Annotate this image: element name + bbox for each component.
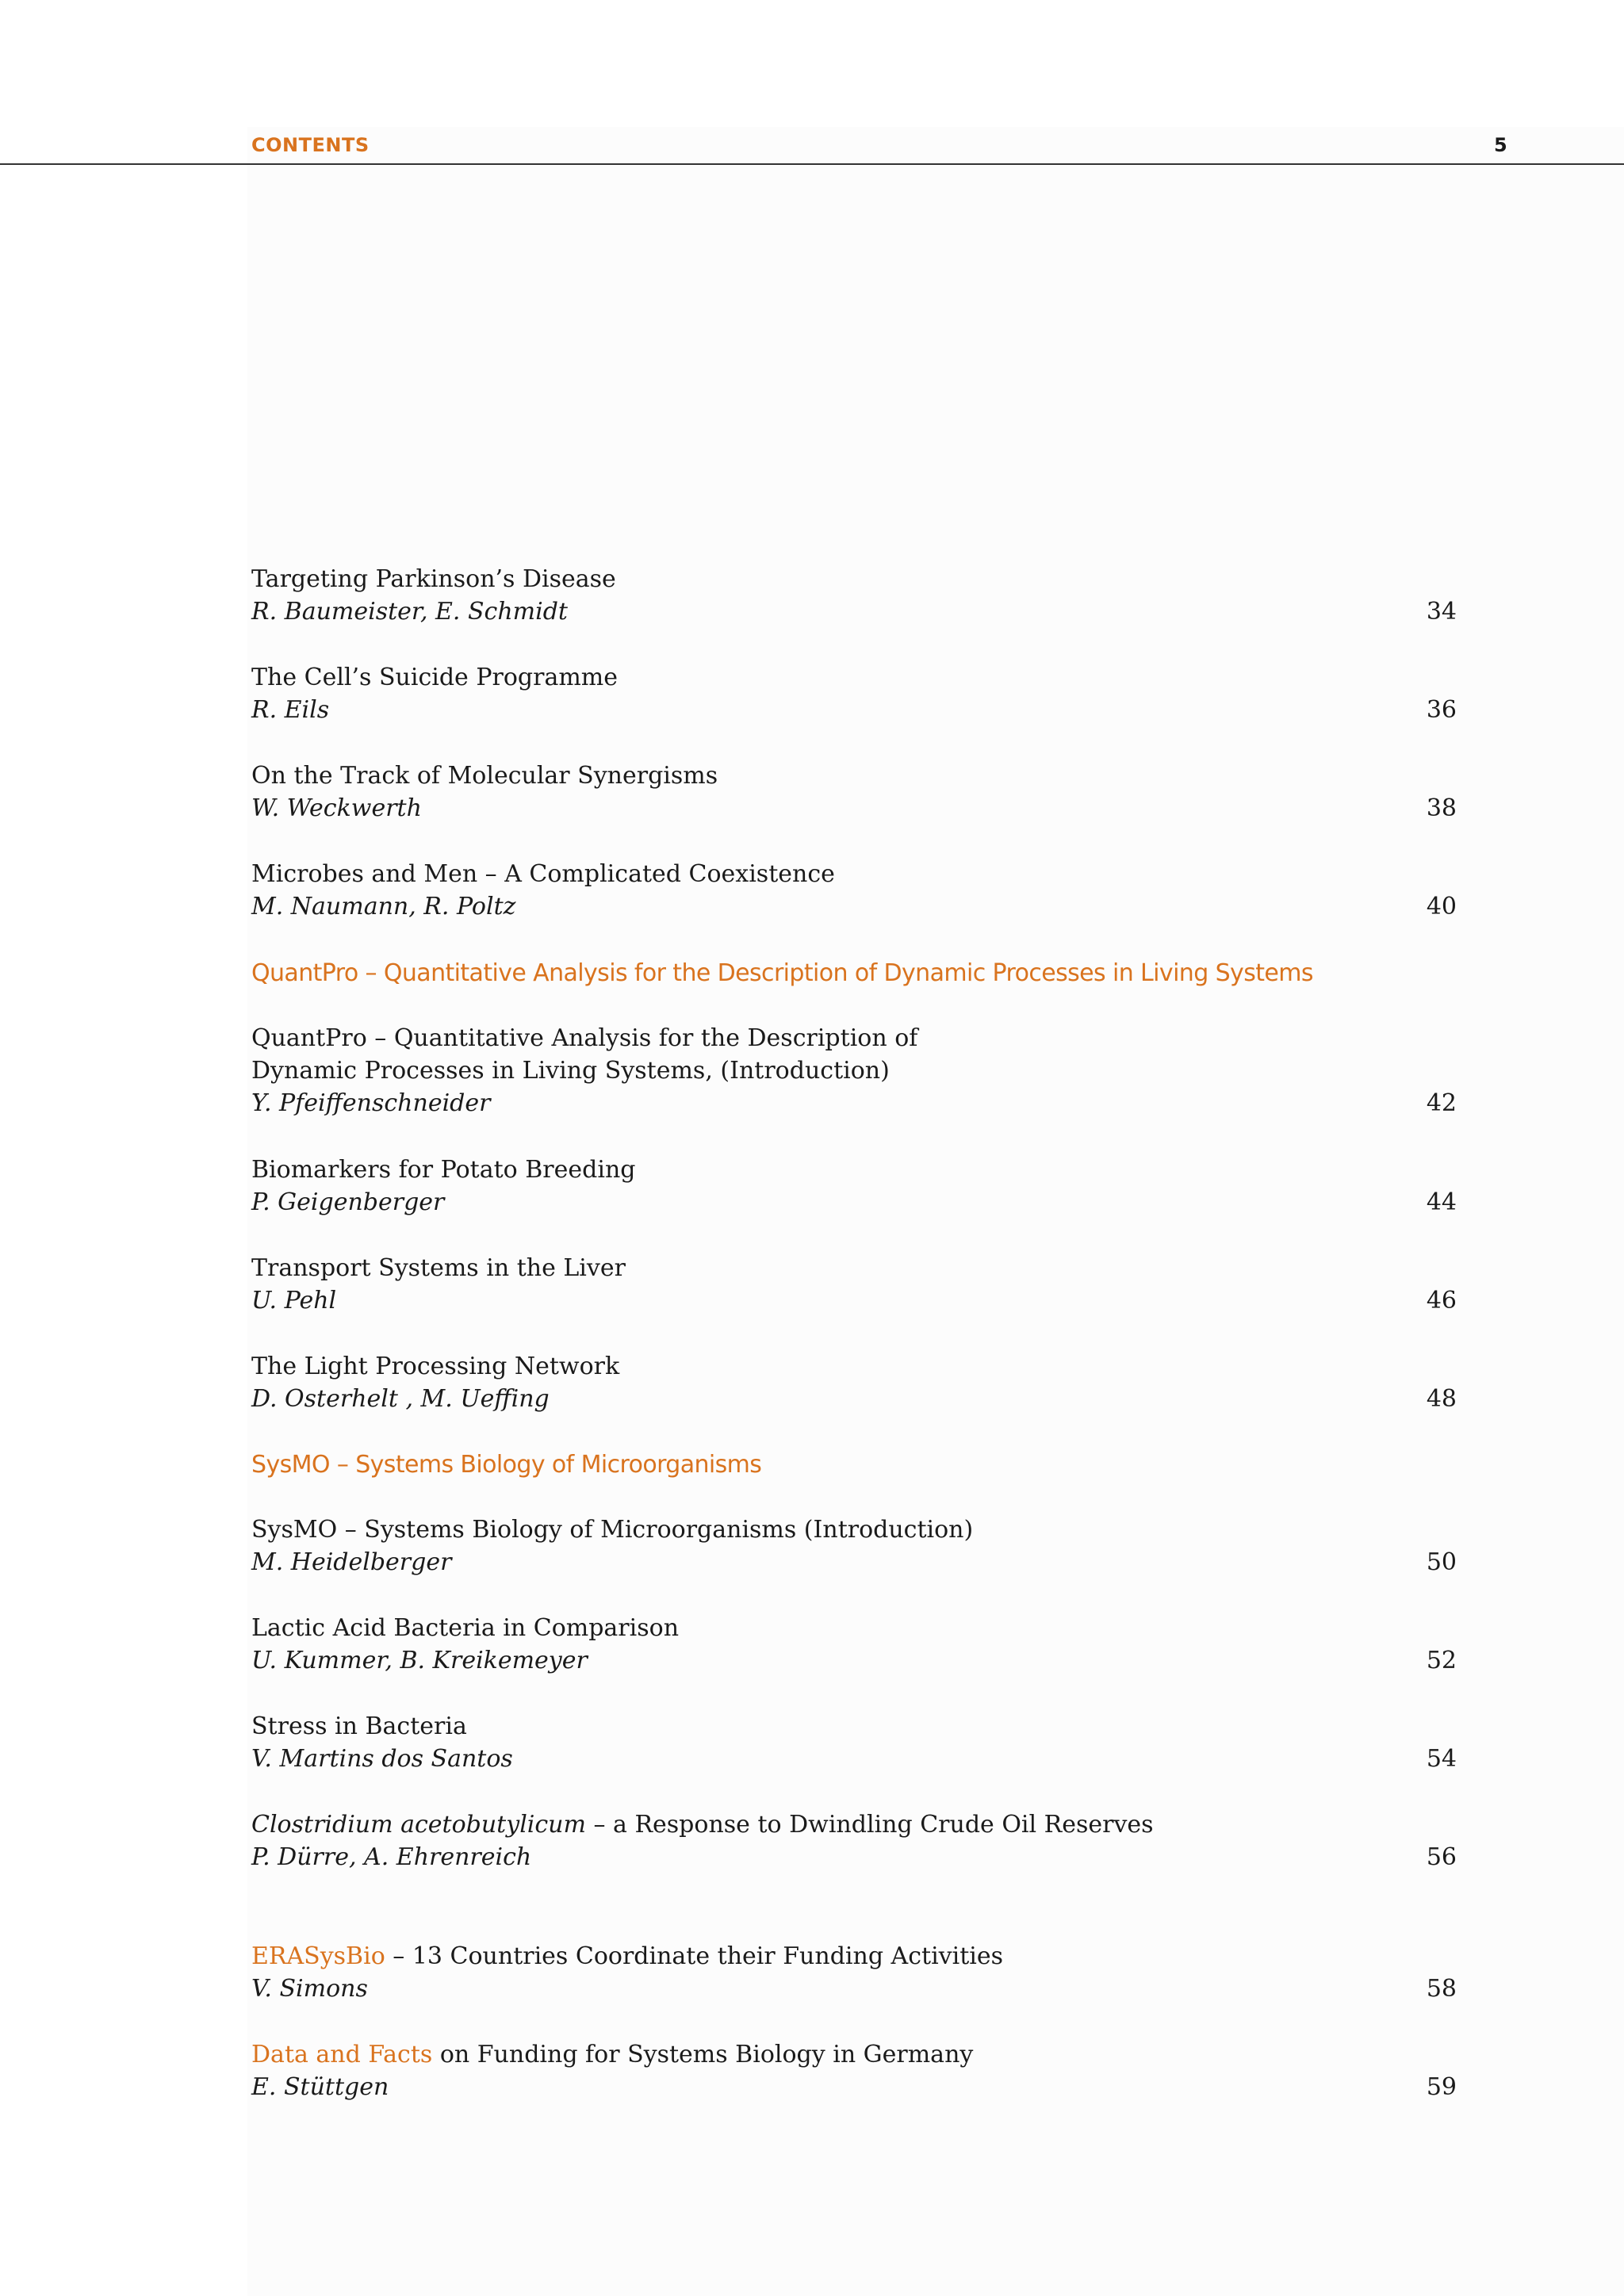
entry-page-number: 36 [1426,696,1457,724]
entry-title: Transport Systems in the Liver [251,1254,626,1282]
entry-title: SysMO – Systems Biology of Microorganisms (Introduction) [251,1516,974,1544]
toc-entry[interactable] [251,1154,1457,1219]
entry-title: On the Track of Molecular Synergisms [251,762,718,790]
entry-page-number: 58 [1426,1975,1457,2003]
running-header: CONTENTS [251,134,370,156]
toc-entry[interactable] [251,858,1457,923]
entry-authors: V. Martins dos Santos [251,1745,513,1773]
entry-page-number: 34 [1426,598,1457,626]
entry-page-number: 56 [1426,1843,1457,1871]
toc-entry[interactable] [251,1808,1457,1873]
toc-entry[interactable] [251,1710,1457,1775]
entry-page-number: 44 [1426,1188,1457,1216]
entry-authors: M. Naumann, R. Poltz [251,893,516,920]
entry-page-number: 46 [1426,1287,1457,1314]
entry-authors: M. Heidelberger [251,1548,452,1576]
entry-authors: E. Stüttgen [251,2073,389,2101]
toc-entry[interactable] [251,1513,1457,1578]
entry-authors: D. Osterhelt , M. Ueffing [251,1385,550,1413]
toc-entry[interactable] [251,1940,1457,2005]
entry-page-number: 42 [1426,1089,1457,1117]
entry-authors: P. Geigenberger [251,1188,445,1216]
entry-title-rest: – a Response to Dwindling Crude Oil Reserves [585,1811,1154,1839]
toc-entry[interactable] [251,760,1457,825]
entry-highlight: ERASysBio [251,1942,385,1970]
toc-entry[interactable] [251,1612,1457,1677]
species-name: Clostridium acetobutylicum [251,1811,586,1839]
header-page-number: 5 [1494,134,1507,156]
toc-entry[interactable] [251,2038,1457,2103]
entry-authors: U. Pehl [251,1287,337,1314]
entry-authors: P. Dürre, A. Ehrenreich [251,1843,532,1871]
entry-title: Targeting Parkinson’s Disease [251,565,616,593]
toc-entry[interactable] [251,1350,1457,1415]
toc-entry[interactable] [251,1252,1457,1317]
entry-title: Biomarkers for Potato Breeding [251,1156,636,1184]
entry-authors: W. Weckwerth [251,794,422,822]
entry-title [251,1940,1457,1973]
entry-authors: V. Simons [251,1975,368,2003]
entry-title-line-1: QuantPro – Quantitative Analysis for the Description of [251,1024,918,1052]
entry-authors: R. Baumeister, E. Schmidt [251,598,568,626]
entry-highlight: Data and Facts [251,2041,433,2068]
entry-page-number: 50 [1426,1548,1457,1576]
entry-authors: U. Kummer, B. Kreikemeyer [251,1647,588,1674]
toc-entry[interactable] [251,661,1457,726]
entry-title: The Light Processing Network [251,1353,620,1380]
entry-title-rest: – 13 Countries Coordinate their Funding Activities [385,1942,1004,1970]
entry-title-rest: on Funding for Systems Biology in Germany [432,2041,974,2068]
entry-page-number: 38 [1426,794,1457,822]
section-heading-quantpro: QuantPro – Quantitative Analysis for the Description of Dynamic Processes in Living Systems [251,959,1313,987]
entry-title: Microbes and Men – A Complicated Coexistence [251,860,835,888]
section-heading-sysmo: SysMO – Systems Biology of Microorganisms [251,1451,762,1479]
entry-authors: R. Eils [251,696,330,724]
entry-page-number: 52 [1426,1647,1457,1674]
entry-title: Lactic Acid Bacteria in Comparison [251,1614,680,1642]
toc-entry[interactable] [251,1022,1457,1119]
entry-page-number: 54 [1426,1745,1457,1773]
entry-title [251,1808,1457,1841]
entry-title [251,2038,1457,2071]
entry-authors: Y. Pfeiffenschneider [251,1089,491,1117]
entry-title-line-2: Dynamic Processes in Living Systems, (Introduction) [251,1057,890,1085]
toc-entry[interactable] [251,563,1457,628]
entry-page-number: 59 [1426,2073,1457,2101]
entry-title: The Cell’s Suicide Programme [251,664,619,691]
entry-page-number: 48 [1426,1385,1457,1413]
entry-page-number: 40 [1426,893,1457,920]
header-rule [0,163,1624,165]
entry-title: Stress in Bacteria [251,1712,467,1740]
